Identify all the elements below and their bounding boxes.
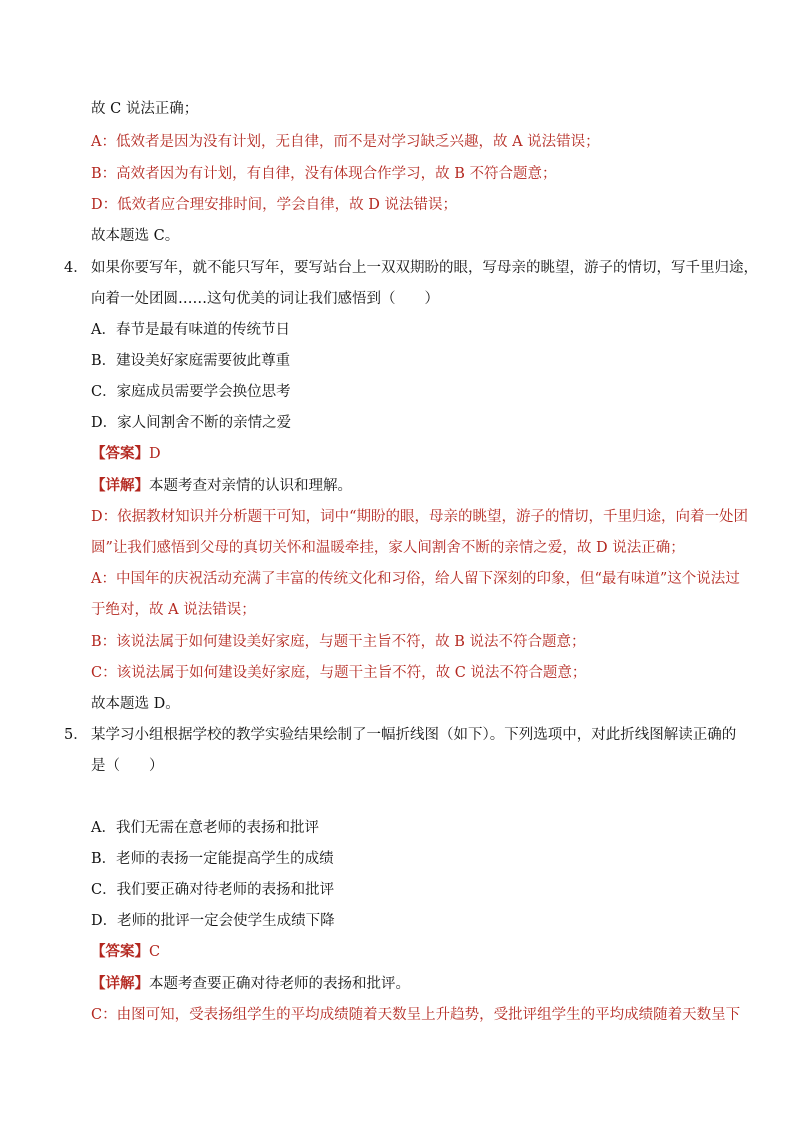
q4-final-answer: 故本题选 D。 [91,696,180,712]
q4-d-explanation-line2: 圆”让我们感悟到父母的真切关怀和温暖牵挂，家人间割舍不断的亲情之爱，故 D 说法正确； [91,540,685,556]
q4-answer-tag: 【答案】 [91,445,149,462]
q5-answer-value: C [149,944,161,960]
q5-detail-tag: 【详解】 [91,975,149,992]
q5-number: 5． [64,727,88,743]
q4-answer [91,444,161,464]
q4-a-explanation-line2: 于绝对，故 A 说法错误； [91,602,256,618]
q4-option-c: C．家庭成员需要学会换位思考 [91,384,291,400]
prev-option-b-explanation: B：高效者因为有计划，有自律，没有体现合作学习，故 B 不符合题意； [91,166,557,182]
q4-detail [91,476,352,496]
q5-stem-line1: 某学习小组根据学校的教学实验结果绘制了一幅折线图（如下）。下列选项中，对此折线图解读正确的 [91,727,737,743]
q4-d-explanation-line1: D：依据教材知识并分析题干可知，词中“期盼的眼，母亲的眺望，游子的情切，千里归途，向着一处团 [91,509,749,525]
prev-final-answer: 故本题选 C。 [91,228,180,244]
q5-answer-tag: 【答案】 [91,943,149,960]
q4-number: 4． [64,260,88,276]
q5-answer [91,942,160,962]
q4-c-explanation: C：该说法属于如何建设美好家庭，与题干主旨不符，故 C 说法不符合题意； [91,665,587,681]
q5-detail-text: 本题考查要正确对待老师的表扬和批评。 [149,976,410,992]
q4-b-explanation: B：该说法属于如何建设美好家庭，与题干主旨不符，故 B 说法不符合题意； [91,634,586,650]
prev-option-a-explanation: A：低效者是因为没有计划，无自律，而不是对学习缺乏兴趣，故 A 说法错误； [91,134,600,150]
q5-detail [91,974,410,994]
q4-stem-line1: 如果你要写年，就不能只写年，要写站台上一双双期盼的眼，写母亲的眺望，游子的情切，写千里归途， [91,260,758,276]
q5-option-a: A．我们无需在意老师的表扬和批评 [91,820,319,836]
q4-stem-line2: 向着一处团圆……这句优美的词让我们感悟到（ ） [91,291,439,307]
q4-a-explanation-line1: A：中国年的庆祝活动充满了丰富的传统文化和习俗，给人留下深刻的印象，但“最有味道”这个说法过 [91,571,740,587]
prev-option-d-explanation: D：低效者应合理安排时间，学会自律，故 D 说法错误； [91,197,457,213]
q4-option-d: D．家人间割舍不断的亲情之爱 [91,415,292,431]
q5-c-explanation-line1: C：由图可知，受表扬组学生的平均成绩随着天数呈上升趋势，受批评组学生的平均成绩随着天数呈下 [91,1007,741,1023]
q5-option-b: B．老师的表扬一定能提高学生的成绩 [91,851,334,867]
q5-stem-line2: 是（ ） [91,758,164,774]
q4-answer-value: D [149,446,161,462]
q5-option-d: D．老师的批评一定会使学生成绩下降 [91,913,335,929]
q4-option-b: B．建设美好家庭需要彼此尊重 [91,353,291,369]
q4-detail-text: 本题考查对亲情的认识和理解。 [149,478,352,494]
q4-option-a: A．春节是最有味道的传统节日 [91,322,290,338]
q5-option-c: C．我们要正确对待老师的表扬和批评 [91,882,335,898]
q4-detail-tag: 【详解】 [91,477,149,494]
prev-c-conclusion: 故 C 说法正确； [91,101,199,117]
